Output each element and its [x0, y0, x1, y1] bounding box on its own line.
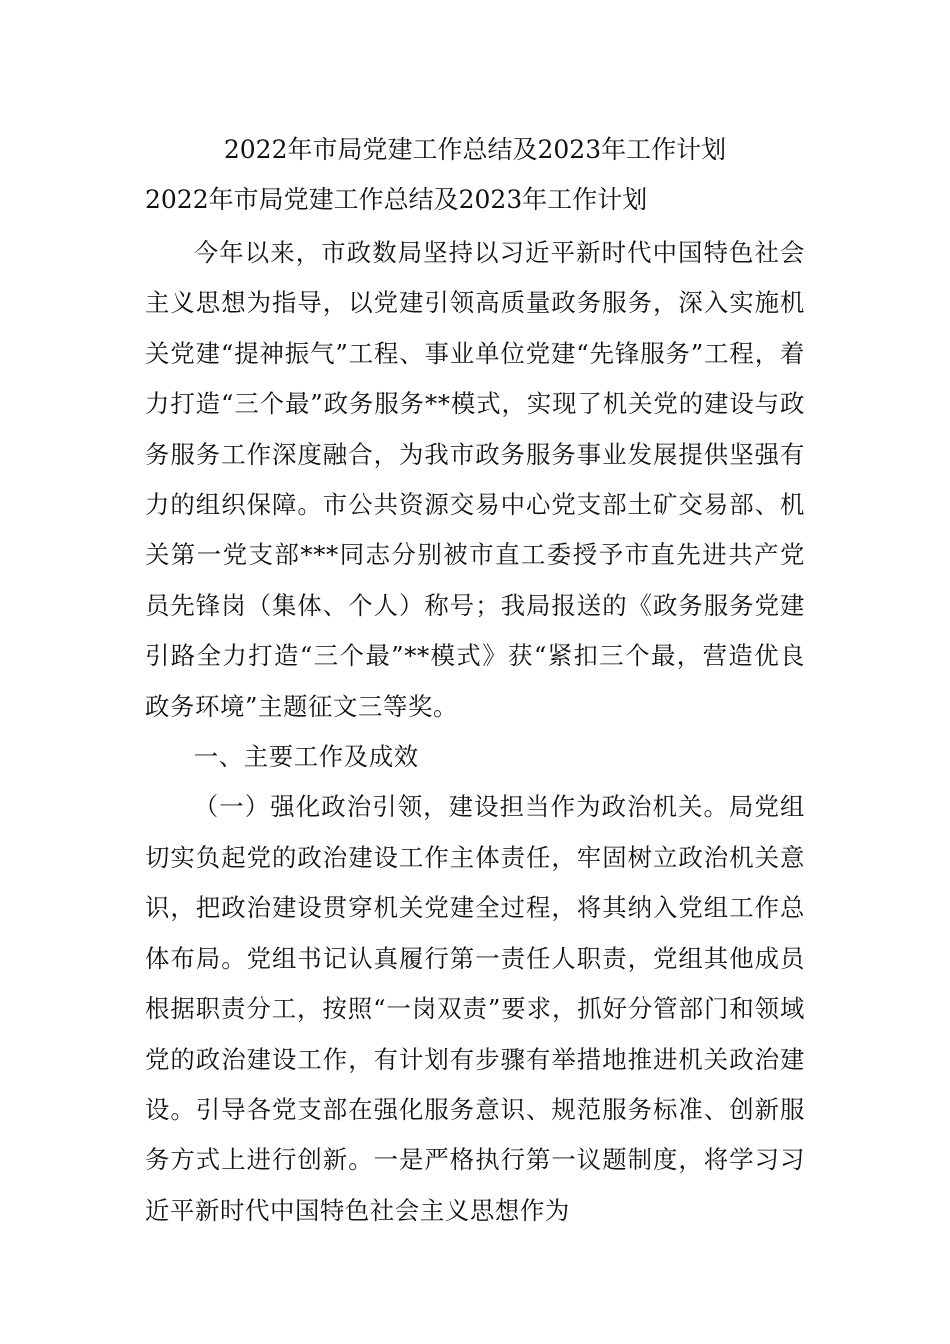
document-subtitle: 2022年市局党建工作总结及2023年工作计划: [145, 185, 648, 214]
paragraph-intro: 今年以来，市政数局坚持以习近平新时代中国特色社会主义思想为指导，以党建引领高质量政务服务，深入实施机关党建“提神振气”工程、事业单位党建“先锋服务”工程，着力打造“三个最”政务服务**模式，实现了机关党的建设与政务服务工作深度融合，为我市政务服务事业发展提供坚强有力的组织保障。市公共资源交易中心党支部土矿交易部、机关第一党支部***同志分别被市直工委授予市直先进共产党员先锋岗（集体、个人）称号；我局报送的《政务服务党建引路全力打造“三个最”**模式》获“紧扣三个最，营造优良政务环境”主题征文三等奖。: [145, 238, 805, 721]
document-title: 2022年市局党建工作总结及2023年工作计划: [223, 135, 727, 164]
section-heading: 一、主要工作及成效: [193, 742, 419, 772]
document-body: [145, 228, 805, 1236]
paragraph-political-guidance: （一）强化政治引领，建设担当作为政治机关。局党组切实负起党的政治建设工作主体责任，牢固树立政治机关意识，把政治建设贯穿机关党建全过程，将其纳入党组工作总体布局。党组书记认真履行第一责任人职责，党组其他成员根据职责分工，按照“一岗双责”要求，抓好分管部门和领域党的政治建设工作，有计划有步骤有举措地推进机关政治建设。引导各党支部在强化服务意识、规范服务标准、创新服务方式上进行创新。一是严格执行第一议题制度，将学习习近平新时代中国特色社会主义思想作为: [145, 792, 805, 1225]
